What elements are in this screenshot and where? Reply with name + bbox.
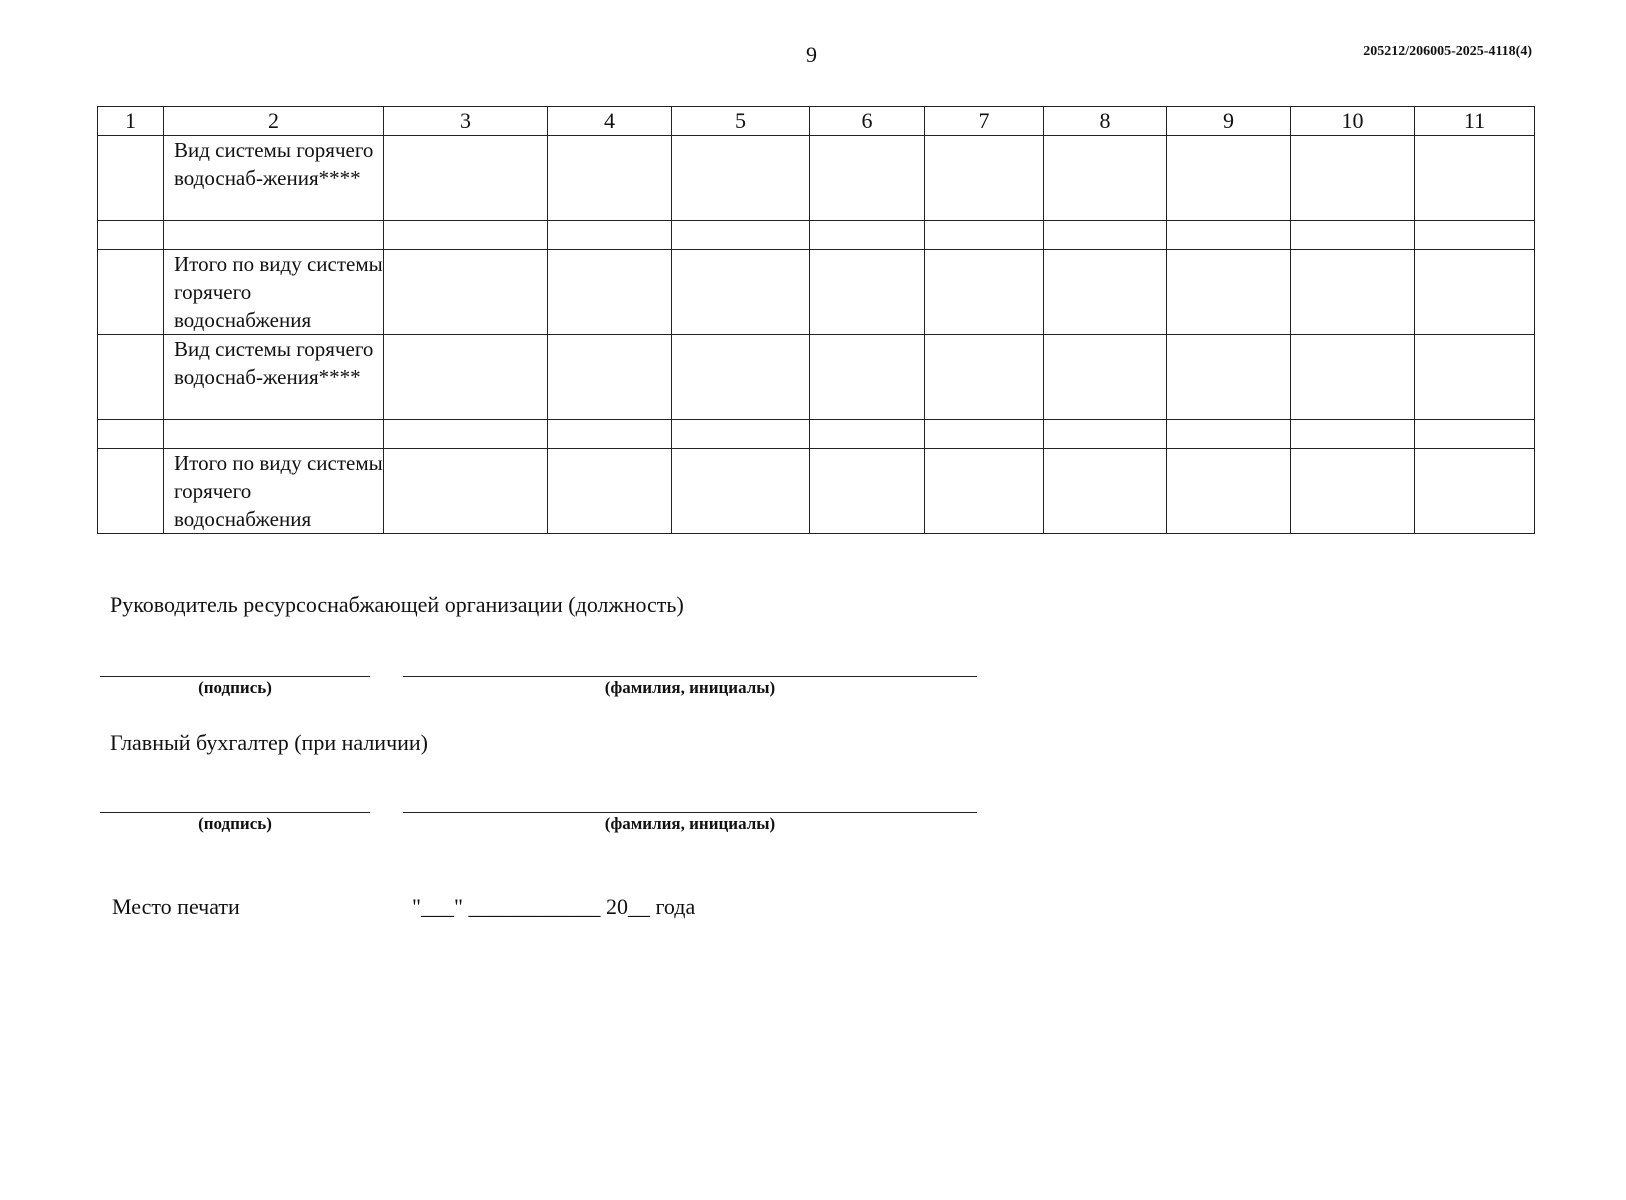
document-id: 205212/206005-2025-4118(4) [1363,44,1532,59]
page-number: 9 [806,42,817,67]
row-label [164,221,384,250]
head-signature-line [100,676,370,677]
date-line: "___" ____________ 20__ года [412,894,696,919]
accountant-signature-caption: (подпись) [198,814,272,833]
accountant-title: Главный бухгалтер (при наличии) [110,730,429,755]
row-label: Вид системы горячего водоснаб-жения**** [164,136,384,221]
table-row [98,335,1535,420]
report-table [97,106,1535,534]
head-signature-caption: (подпись) [198,678,272,697]
table-row [98,136,1535,221]
head-title: Руководитель ресурсоснабжающей организации (должность) [110,592,684,617]
column-header: 2 [164,107,384,136]
accountant-name-line [403,812,977,813]
head-name-line [403,676,977,677]
row-label: Итого по виду системы горячего водоснабжения [164,449,384,534]
column-header: 5 [672,107,810,136]
table-header-row [98,107,1535,136]
table-row [98,420,1535,449]
column-header: 3 [384,107,548,136]
column-header: 11 [1415,107,1535,136]
column-header: 1 [98,107,164,136]
row-label: Итого по виду системы горячего водоснабжения [164,250,384,335]
row-label [164,420,384,449]
row-label: Вид системы горячего водоснаб-жения**** [164,335,384,420]
table-row [98,250,1535,335]
column-header: 4 [548,107,672,136]
accountant-name-caption: (фамилия, инициалы) [604,814,776,833]
accountant-signature-line [100,812,370,813]
column-header: 7 [925,107,1044,136]
seal-label: Место печати [112,894,240,919]
column-header: 8 [1044,107,1167,136]
head-name-caption: (фамилия, инициалы) [604,678,776,697]
column-header: 9 [1167,107,1291,136]
column-header: 6 [810,107,925,136]
table-row [98,449,1535,534]
table-row [98,221,1535,250]
column-header: 10 [1291,107,1415,136]
